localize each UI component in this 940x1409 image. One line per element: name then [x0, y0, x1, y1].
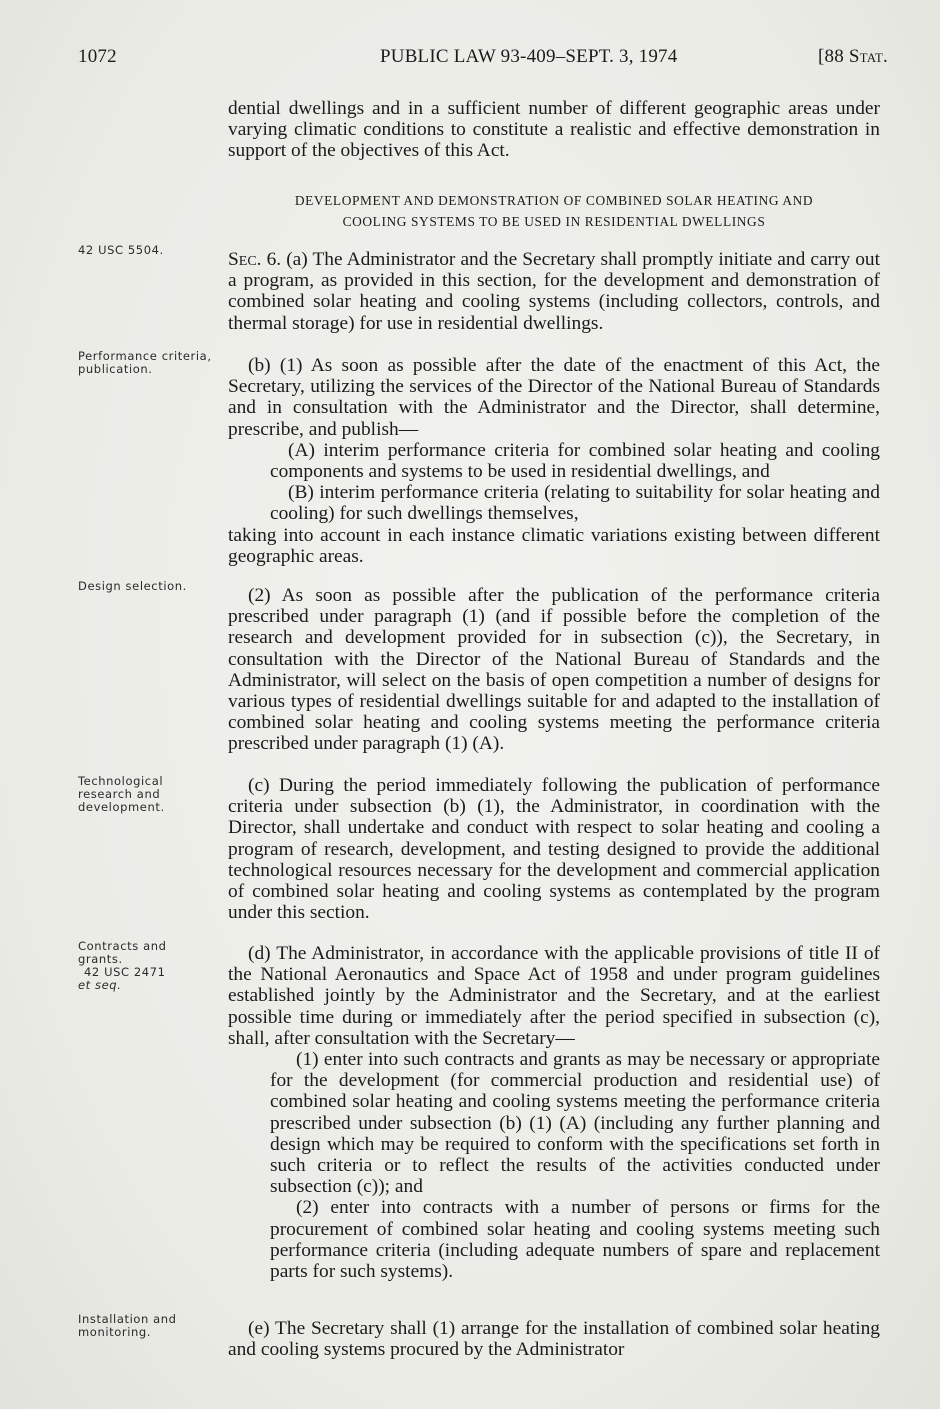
section-heading-line-2: COOLING SYSTEMS TO BE USED IN RESIDENTIAL DWELLINGS — [342, 214, 766, 229]
section-6-label: Sec. 6. — [228, 249, 282, 270]
section-6b2-paragraph: (2) As soon as possible after the publication of the performance criteria prescribed under paragraph (1) (and if possible before the completion of the research and development provided for in subsection (c)), the Secretary, in consultation with the Director of the National Bureau of Standards and the Administrator, will select on the basis of open competition a number of designs for various types of residential dwellings suitable for and adapted to the installation of combined solar heating and cooling systems meeting the performance criteria prescribed under paragraph (1) (A). — [228, 585, 880, 755]
margin-note-contracts-title: Contracts and grants. — [78, 939, 167, 966]
section-6b1-paragraph: (b) (1) As soon as possible after the date of the enactment of this Act, the Secretary, utilizing the services of the Director of the National Bureau of Standards and in consultation with the Administrator and the Director, shall determine, prescribe, and publish— — [228, 355, 880, 440]
margin-note-usc-5504: 42 USC 5504. — [78, 243, 164, 257]
intro-paragraph: dential dwellings and in a sufficient number of different geographic areas under varying climatic conditions to constitute a realistic and effective demonstration in support of the objectives of this Act. — [228, 98, 880, 162]
statute-volume-ref: [88 Stat. — [818, 46, 888, 67]
section-6d-paragraph: (d) The Administrator, in accordance with the applicable provisions of title II of the National Aeronautics and Space Act of 1958 and under program guidelines established jointly by the Administrator and the Secretary, and at the earliest possible time during or immediately after the period specified in subsection (c), shall, after consultation with the Secretary— — [228, 943, 880, 1049]
margin-note-contracts-grants — [78, 940, 208, 992]
section-6b2-block — [228, 585, 880, 755]
margin-note-design-selection: Design selection. — [78, 579, 187, 593]
section-6b1B-paragraph: (B) interim performance criteria (relating to suitability for solar heating and cooling) for such dwellings themselves, — [270, 482, 880, 525]
intro-paragraph-block — [228, 98, 880, 162]
section-6d2-paragraph: (2) enter into contracts with a number of persons or firms for the procurement of combined solar heating and cooling systems meeting such performance criteria (including adequate numbers of spare and replacement parts for such systems). — [270, 1197, 880, 1283]
section-heading-line-1: DEVELOPMENT AND DEMONSTRATION OF COMBINED SOLAR HEATING AND — [294, 193, 814, 208]
section-6d1-paragraph: (1) enter into such contracts and grants as may be necessary or appropriate for the development (for commercial production and residential use) of combined solar heating and cooling systems meeting the performance criteria prescribed under subsection (b) (1) (A) (including any further planning and design which may be required to conform with the specifications set forth in such criteria or to reflect the results of the activities conducted under subsection (c)); and — [270, 1049, 880, 1198]
section-6b1A-paragraph: (A) interim performance criteria for combined solar heating and cooling components and systems to be used in residential dwellings, and — [270, 439, 880, 483]
section-6e-block — [228, 1318, 880, 1360]
page-number: 1072 — [78, 46, 117, 67]
section-6a-paragraph — [228, 249, 880, 334]
margin-note-performance-criteria: Performance criteria, publication. — [78, 349, 212, 376]
section-6b1-tail: taking into account in each instance climatic variations existing between different geographic areas. — [228, 524, 880, 567]
section-6c-paragraph: (c) During the period immediately following the publication of performance criteria under subsection (b) (1), the Administrator, in coordination with the Director, shall undertake and conduct with respect to solar heating and cooling a program of research, development, and testing designed to provide the additional technological resources necessary for the development and commercial application of combined solar heating and cooling systems as contemplated by the program under this section. — [228, 775, 880, 924]
page-header — [78, 46, 888, 76]
section-6b1-block — [228, 355, 880, 567]
section-heading — [222, 190, 886, 232]
section-6d-block — [228, 943, 880, 1282]
margin-note-usc-2471: 42 USC 2471 — [84, 965, 166, 979]
running-head: PUBLIC LAW 93-409–SEPT. 3, 1974 — [380, 46, 678, 67]
margin-note-technological-research: Technological research and development. — [78, 774, 165, 814]
margin-note-installation-monitoring: Installation and monitoring. — [78, 1312, 177, 1339]
section-6a-block — [228, 249, 880, 334]
margin-note-et-seq: et seq. — [78, 978, 122, 992]
section-6a-text: (a) The Administrator and the Secretary shall promptly initiate and carry out a program, as provided in this section, for the development and demonstration of combined solar heating and cooling systems (including collectors, controls, and thermal storage) for use in residential dwellings. — [228, 249, 880, 334]
section-6e-paragraph: (e) The Secretary shall (1) arrange for the installation of combined solar heating and cooling systems procured by the Administrator — [228, 1318, 880, 1361]
section-6c-block — [228, 775, 880, 923]
